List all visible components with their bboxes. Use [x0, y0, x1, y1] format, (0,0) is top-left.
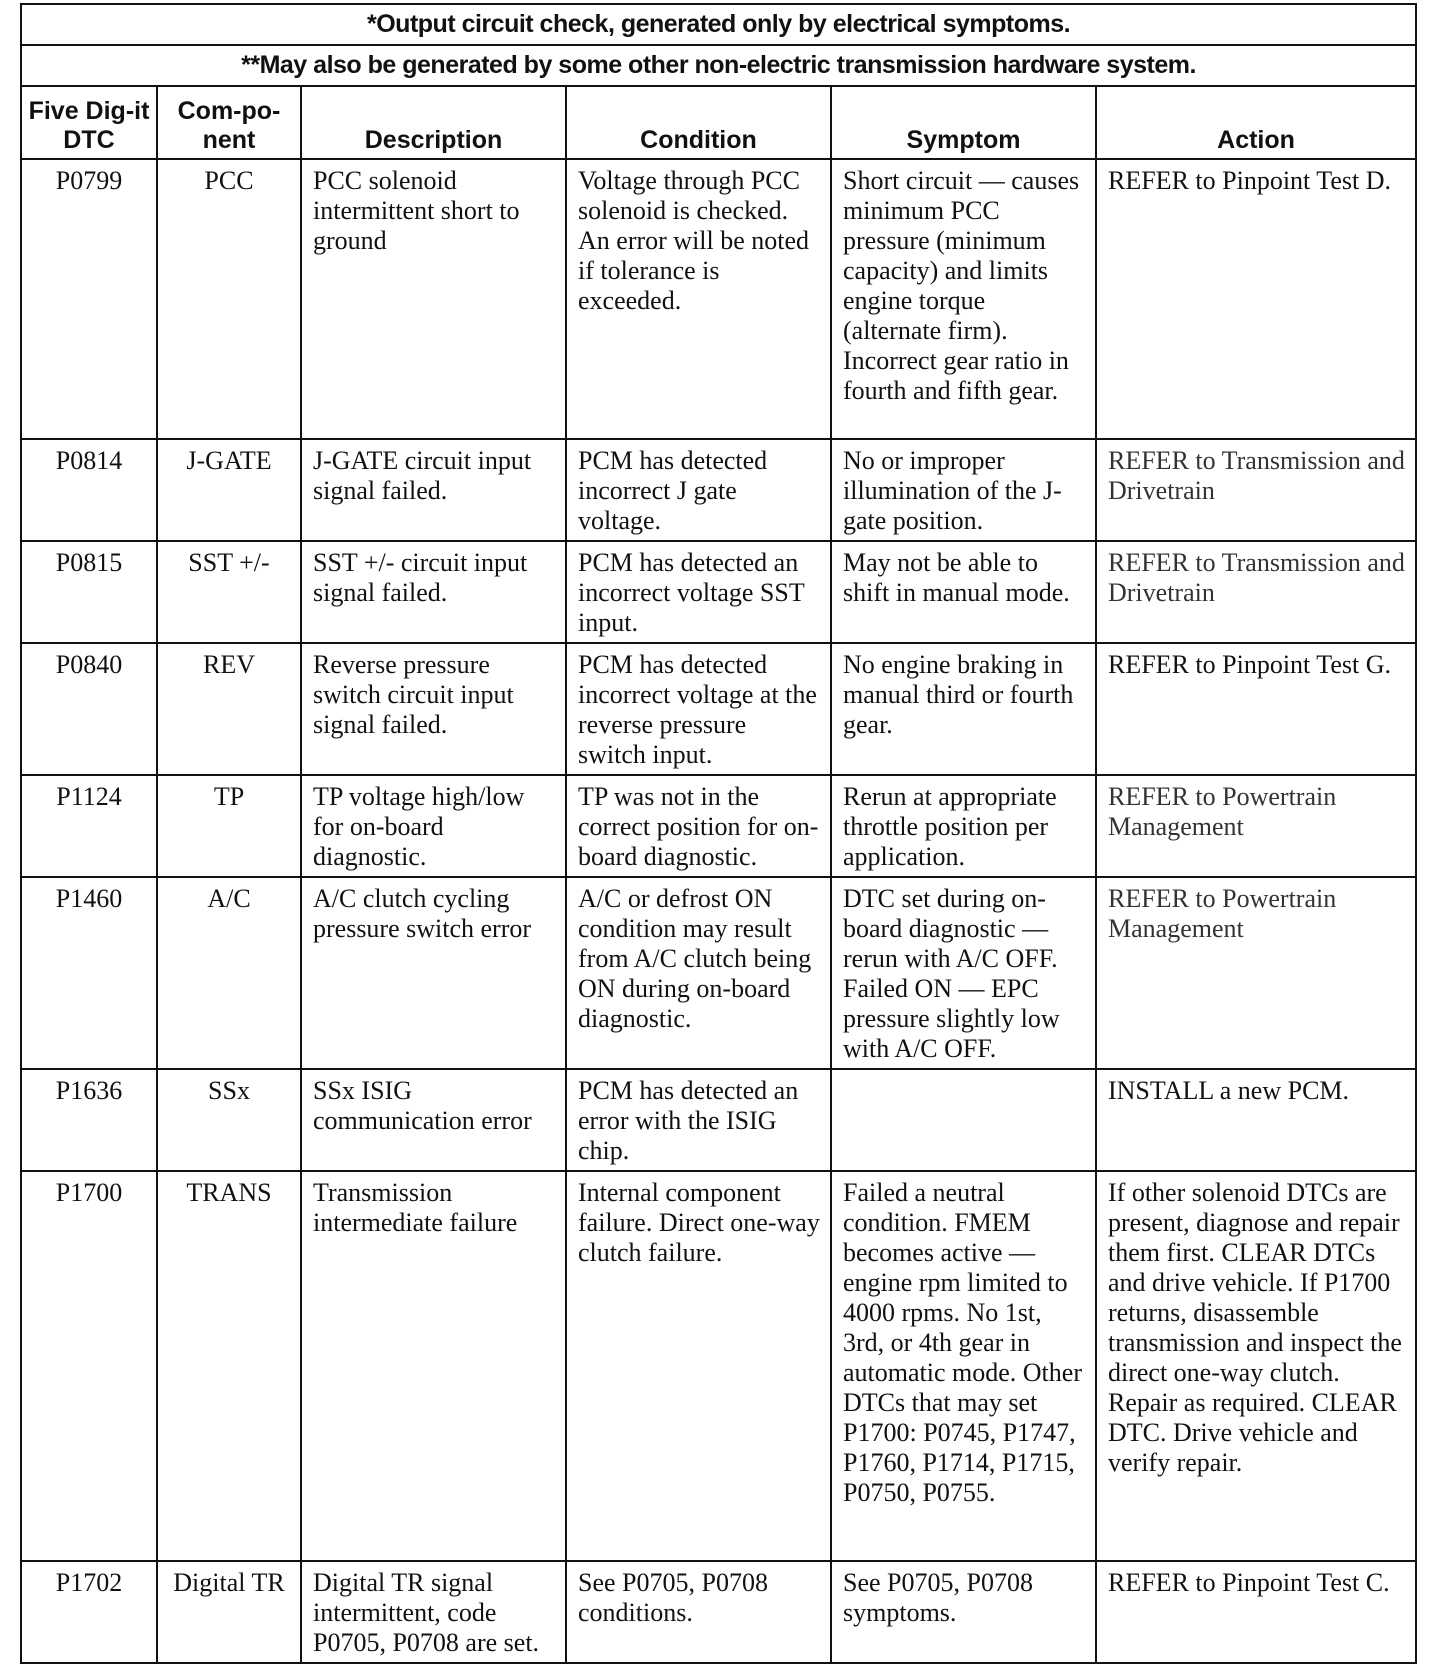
cell-action: REFER to Pinpoint Test D.: [1096, 159, 1416, 439]
cell-component: SST +/-: [157, 541, 301, 643]
cell-description: Transmission intermediate failure: [301, 1171, 566, 1561]
cell-condition: See P0705, P0708 conditions.: [566, 1561, 831, 1663]
table-row: [21, 439, 1416, 541]
cell-description: SSx ISIG communication error: [301, 1069, 566, 1171]
header-condition: Condition: [566, 86, 831, 159]
table-row: [21, 541, 1416, 643]
cell-condition: PCM has detected incorrect J gate voltage.: [566, 439, 831, 541]
cell-description: PCC solenoid intermittent short to ground: [301, 159, 566, 439]
cell-description: J-GATE circuit input signal failed.: [301, 439, 566, 541]
cell-symptom: No engine braking in manual third or fourth gear.: [831, 643, 1096, 775]
cell-dtc: P0840: [21, 643, 157, 775]
cell-action: If other solenoid DTCs are present, diagnose and repair them first. CLEAR DTCs and drive vehicle. If P1700 returns, disassemble transmission and inspect the direct one-way clutch. Repair as required. CLEAR DTC. Drive vehicle and verify repair.: [1096, 1171, 1416, 1561]
cell-action: REFER to Pinpoint Test C.: [1096, 1561, 1416, 1663]
cell-symptom: Short circuit — causes minimum PCC pressure (minimum capacity) and limits engine torque (alternate firm). Incorrect gear ratio in fourth and fifth gear.: [831, 159, 1096, 439]
cell-dtc: P0815: [21, 541, 157, 643]
note-output-check: *Output circuit check, generated only by electrical symptoms.: [21, 4, 1416, 45]
cell-action: INSTALL a new PCM.: [1096, 1069, 1416, 1171]
note-row-output-check: [21, 4, 1416, 45]
cell-symptom: Rerun at appropriate throttle position per application.: [831, 775, 1096, 877]
cell-component: SSx: [157, 1069, 301, 1171]
table-row: [21, 159, 1416, 439]
table-row: [21, 643, 1416, 775]
cell-condition: A/C or defrost ON condition may result from A/C clutch being ON during on-board diagnostic.: [566, 877, 831, 1069]
cell-component: PCC: [157, 159, 301, 439]
cell-action: REFER to Transmission and Drivetrain: [1096, 439, 1416, 541]
cell-component: REV: [157, 643, 301, 775]
cell-action: REFER to Powertrain Management: [1096, 877, 1416, 1069]
cell-component: J-GATE: [157, 439, 301, 541]
cell-condition: Internal component failure. Direct one-way clutch failure.: [566, 1171, 831, 1561]
cell-component: Digital TR: [157, 1561, 301, 1663]
cell-component: TRANS: [157, 1171, 301, 1561]
cell-description: A/C clutch cycling pressure switch error: [301, 877, 566, 1069]
cell-description: Digital TR signal intermittent, code P0705, P0708 are set.: [301, 1561, 566, 1663]
cell-component: A/C: [157, 877, 301, 1069]
cell-condition: PCM has detected an incorrect voltage SST input.: [566, 541, 831, 643]
cell-symptom: See P0705, P0708 symptoms.: [831, 1561, 1096, 1663]
header-description: Description: [301, 86, 566, 159]
cell-description: TP voltage high/low for on-board diagnostic.: [301, 775, 566, 877]
cell-description: Reverse pressure switch circuit input signal failed.: [301, 643, 566, 775]
table-row: [21, 1171, 1416, 1561]
dtc-table: [20, 3, 1417, 1664]
cell-condition: PCM has detected incorrect voltage at the reverse pressure switch input.: [566, 643, 831, 775]
note-other-hardware: **May also be generated by some other non-electric transmission hardware system.: [21, 45, 1416, 86]
cell-action: REFER to Pinpoint Test G.: [1096, 643, 1416, 775]
cell-symptom: Failed a neutral condition. FMEM becomes active — engine rpm limited to 4000 rpms. No 1st, 3rd, or 4th gear in automatic mode. Other DTCs that may set P1700: P0745, P1747, P1760, P1714, P1715, P0750, P0755.: [831, 1171, 1096, 1561]
cell-action: REFER to Powertrain Management: [1096, 775, 1416, 877]
cell-dtc: P1124: [21, 775, 157, 877]
cell-condition: PCM has detected an error with the ISIG chip.: [566, 1069, 831, 1171]
header-dtc: Five Dig-it DTC: [21, 86, 157, 159]
cell-dtc: P0799: [21, 159, 157, 439]
cell-dtc: P1702: [21, 1561, 157, 1663]
cell-dtc: P1700: [21, 1171, 157, 1561]
cell-symptom: DTC set during on-board diagnostic — rerun with A/C OFF. Failed ON — EPC pressure slightly low with A/C OFF.: [831, 877, 1096, 1069]
cell-symptom: No or improper illumination of the J-gate position.: [831, 439, 1096, 541]
header-symptom: Symptom: [831, 86, 1096, 159]
table-row: [21, 1069, 1416, 1171]
cell-condition: Voltage through PCC solenoid is checked. An error will be noted if tolerance is exceeded.: [566, 159, 831, 439]
cell-dtc: P0814: [21, 439, 157, 541]
header-action: Action: [1096, 86, 1416, 159]
cell-action: REFER to Transmission and Drivetrain: [1096, 541, 1416, 643]
cell-condition: TP was not in the correct position for on-board diagnostic.: [566, 775, 831, 877]
header-component: Com-po-nent: [157, 86, 301, 159]
cell-dtc: P1636: [21, 1069, 157, 1171]
cell-symptom: May not be able to shift in manual mode.: [831, 541, 1096, 643]
cell-component: TP: [157, 775, 301, 877]
table-row: [21, 877, 1416, 1069]
note-row-other-hardware: [21, 45, 1416, 86]
cell-symptom: [831, 1069, 1096, 1171]
cell-dtc: P1460: [21, 877, 157, 1069]
header-row: [21, 86, 1416, 159]
table-row: [21, 775, 1416, 877]
cell-description: SST +/- circuit input signal failed.: [301, 541, 566, 643]
